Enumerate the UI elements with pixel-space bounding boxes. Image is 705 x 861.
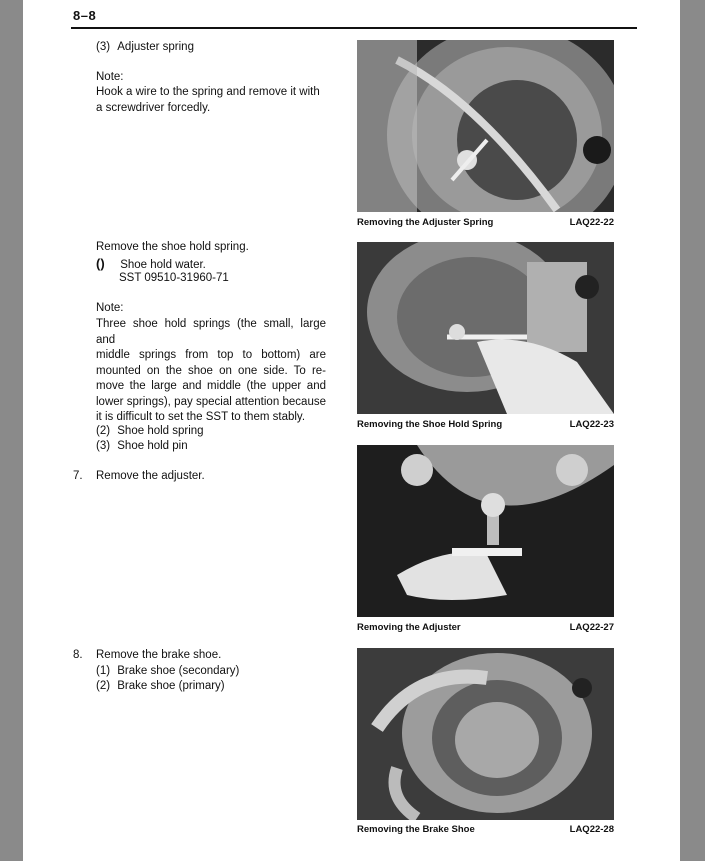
item-label: Brake shoe (secondary) (117, 665, 240, 677)
tool-icon: () (96, 256, 105, 271)
item-number: (3) (96, 440, 111, 452)
figure-code: LAQ22-23 (569, 419, 614, 430)
note-line: middle springs from top to bottom) are (96, 349, 326, 361)
list-item (96, 439, 188, 455)
caption-text: Removing the Shoe Hold Spring (357, 419, 503, 430)
figure-caption (357, 824, 614, 835)
item-label: Adjuster spring (117, 41, 194, 53)
list-item (96, 679, 225, 695)
item-number: (3) (96, 41, 111, 53)
list-item (96, 424, 204, 440)
caption-text: Removing the Adjuster Spring (357, 217, 494, 228)
item-label: Brake shoe (primary) (117, 680, 225, 692)
note-line: it is difficult to set the SST to them stably. (96, 411, 306, 423)
note-line: Three shoe hold springs (the small, large and (96, 318, 326, 346)
figure-code: LAQ22-27 (569, 622, 614, 633)
item-label: Shoe hold spring (117, 425, 204, 437)
photo-brake-shoe (357, 648, 614, 820)
step-text: Remove the adjuster. (96, 470, 205, 482)
tool-text: Shoe hold water. (120, 259, 206, 271)
header-rule (71, 27, 637, 29)
note-label: Note: (96, 302, 124, 314)
note-line: move the large and middle (the upper and (96, 380, 326, 392)
figure-caption (357, 217, 614, 228)
figure-code: LAQ22-22 (569, 217, 614, 228)
photo-adjuster-spring (357, 40, 614, 212)
page-number: 8–8 (73, 8, 97, 23)
photo-shoe-hold-spring (357, 242, 614, 414)
note-line: lower springs), pay special attention because (96, 395, 326, 408)
item-number: (1) (96, 665, 111, 677)
figure-caption (357, 622, 614, 633)
item-number: (2) (96, 680, 111, 692)
photo-adjuster (357, 445, 614, 617)
note-text (96, 85, 330, 116)
note-label: Note: (96, 71, 124, 83)
figure-code: LAQ22-28 (569, 824, 614, 835)
sst-number: SST 09510-31960-71 (119, 272, 229, 284)
note-line: Hook a wire to the spring and remove it with (96, 86, 320, 98)
note-paragraph (96, 317, 326, 426)
step-text: Remove the brake shoe. (96, 649, 222, 661)
item-label: Shoe hold pin (117, 440, 188, 452)
step-number: 7. (73, 470, 83, 482)
caption-text: Removing the Adjuster (357, 622, 461, 633)
list-item (96, 664, 239, 680)
note-line: a screwdriver forcedly. (96, 101, 211, 114)
item-adjuster-spring (96, 40, 194, 56)
step-number: 8. (73, 649, 83, 661)
note-line: mounted on the shoe on one side. To re- (96, 364, 326, 377)
shoe-hold-intro: Remove the shoe hold spring. (96, 241, 249, 253)
caption-text: Removing the Brake Shoe (357, 824, 475, 835)
figure-caption (357, 419, 614, 430)
manual-page (23, 0, 680, 861)
item-number: (2) (96, 425, 111, 437)
